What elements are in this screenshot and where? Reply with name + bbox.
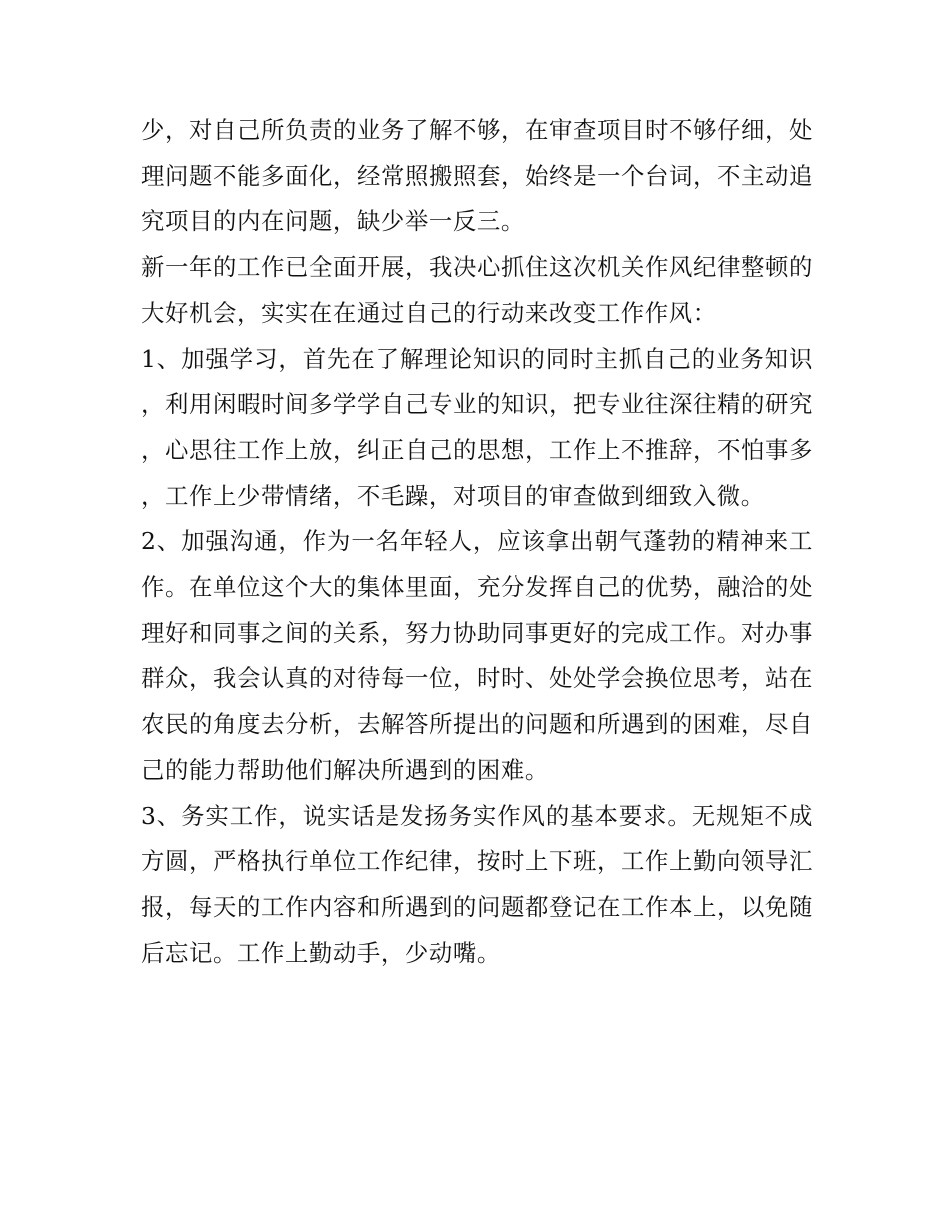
paragraph-continuation: 少，对自己所负责的业务了解不够，在审查项目时不够仔细，处理问题不能多面化，经常照搬照套，始终是一个台词，不主动追究项目的内在问题，缺少举一反三。: [141, 116, 813, 236]
paragraph-item-1: 1、加强学习，首先在了解理论知识的同时主抓自己的业务知识，利用闲暇时间多学学自己专业的知识，把专业往深往精的研究，心思往工作上放，纠正自己的思想，工作上不推辞，不怕事多，工作上少带情绪，不毛躁，对项目的审查做到细致入微。: [141, 344, 813, 510]
document-body: [141, 108, 813, 976]
paragraph-item-3: 3、务实工作，说实话是发扬务实作风的基本要求。无规矩不成方圆，严格执行单位工作纪律，按时上下班，工作上勤向领导汇报，每天的工作内容和所遇到的问题都登记在工作本上，以免随后忘记。工作上勤动手，少动嘴。: [141, 801, 813, 967]
paragraph-item-2: 2、加强沟通，作为一名年轻人，应该拿出朝气蓬勃的精神来工作。在单位这个大的集体里面，充分发挥自己的优势，融洽的处理好和同事之间的关系，努力协助同事更好的完成工作。对办事群众，我会认真的对待每一位，时时、处处学会换位思考，站在农民的角度去分析，去解答所提出的问题和所遇到的困难，尽自己的能力帮助他们解决所遇到的困难。: [141, 527, 813, 784]
paragraph-intro: 新一年的工作已全面开展，我决心抓住这次机关作风纪律整顿的大好机会，实实在在通过自己的行动来改变工作作风：: [141, 253, 813, 327]
